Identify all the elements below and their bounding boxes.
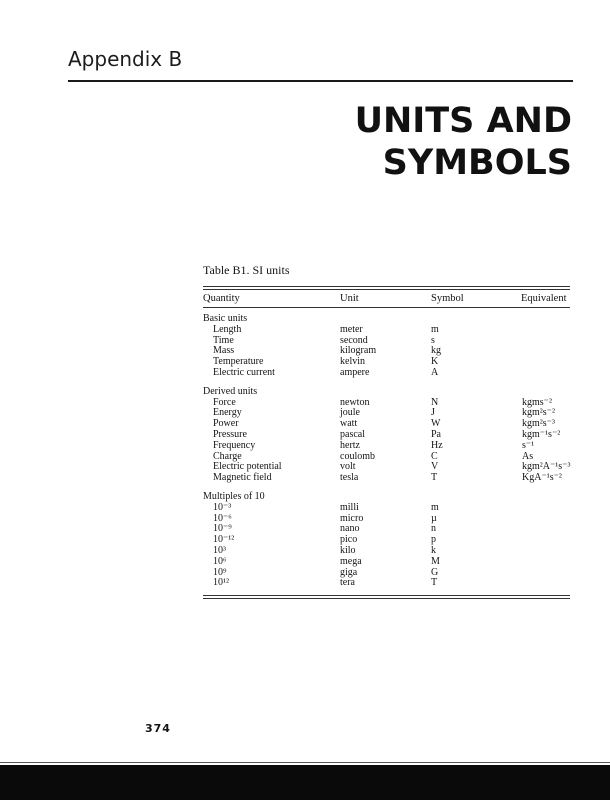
table-row [203, 503, 570, 514]
table-cell-symbol: T [431, 472, 438, 484]
table-cell-symbol: kg [431, 345, 441, 357]
table-row [203, 568, 570, 579]
table-group-title: Basic units [203, 313, 248, 324]
table-cell-symbol: T [431, 577, 438, 589]
table-header-row [203, 290, 570, 307]
column-header-quantity: Quantity [203, 293, 240, 304]
table-cell-quantity: Mass [213, 345, 235, 357]
table-cell-quantity: Electric current [213, 366, 275, 378]
table-cell-equivalent: kgm²s⁻³ [522, 418, 555, 430]
table-row [203, 473, 570, 484]
table-cell-quantity: Time [213, 334, 234, 346]
table-row [203, 325, 570, 336]
table-body [203, 314, 570, 589]
table-cell-equivalent: As [522, 450, 534, 462]
table-cell-unit: meter [340, 323, 363, 335]
table-cell-unit: mega [340, 555, 362, 567]
table-cell-symbol: N [431, 396, 439, 408]
table-cell-unit: second [340, 334, 368, 346]
table-cell-unit: volt [340, 461, 356, 473]
table-cell-symbol: Pa [431, 428, 441, 440]
table-bottom-rule [203, 595, 570, 599]
table-cell-quantity: Magnetic field [213, 472, 272, 484]
table-cell-unit: watt [340, 418, 358, 430]
table-row [203, 430, 570, 441]
table-row [203, 524, 570, 535]
appendix-label: Appendix B [68, 47, 183, 71]
table-cell-quantity: 10⁶ [213, 555, 227, 567]
table-cell-unit: kelvin [340, 356, 365, 368]
table-cell-quantity: Pressure [213, 428, 247, 440]
page-number: 374 [145, 722, 171, 735]
table-cell-unit: newton [340, 396, 370, 408]
chapter-title-line2: SYMBOLS [382, 143, 572, 183]
table-cell-unit: tera [340, 577, 355, 589]
table-cell-symbol: p [431, 534, 436, 546]
table-caption: Table B1. SI units [203, 263, 290, 277]
table-cell-equivalent: kgm⁻¹s⁻² [522, 428, 561, 440]
header-rule [68, 80, 573, 82]
table-row [203, 419, 570, 430]
table-cell-unit: ampere [340, 366, 370, 378]
table-cell-unit: giga [340, 566, 358, 578]
table-cell-unit: nano [340, 523, 360, 535]
table-row [203, 336, 570, 347]
table-group-title: Derived units [203, 385, 258, 397]
table-cell-equivalent: kgm²s⁻² [522, 407, 555, 419]
table-cell-symbol: M [431, 555, 440, 567]
table-cell-unit: joule [340, 407, 360, 419]
chapter-title-line1: UNITS AND [354, 101, 572, 141]
table-cell-quantity: 10⁻⁶ [213, 512, 232, 524]
table-row [203, 514, 570, 525]
table-cell-equivalent: kgms⁻² [522, 396, 552, 408]
table-cell-quantity: Electric potential [213, 461, 282, 473]
table-row [203, 535, 570, 546]
table-cell-symbol: m [431, 323, 439, 335]
si-units-table [203, 286, 570, 599]
table-cell-quantity: 10³ [213, 544, 226, 556]
table-cell-quantity: Temperature [213, 356, 264, 368]
table-cell-quantity: 10⁹ [213, 566, 227, 578]
table-cell-quantity: 10⁻⁹ [213, 523, 232, 535]
table-cell-unit: pico [340, 534, 358, 546]
table-cell-unit: pascal [340, 428, 365, 440]
chapter-title [355, 100, 572, 184]
table-cell-symbol: m [431, 501, 439, 513]
table-cell-symbol: J [431, 407, 435, 419]
table-cell-quantity: Frequency [213, 439, 256, 451]
table-cell-symbol: W [431, 418, 441, 430]
table-cell-quantity: 10¹² [213, 577, 229, 589]
table-cell-symbol: G [431, 566, 439, 578]
column-header-symbol: Symbol [431, 293, 464, 304]
table-cell-symbol: C [431, 450, 438, 462]
table-cell-equivalent: KgA⁻¹s⁻² [522, 472, 562, 484]
table-cell-quantity: 10⁻³ [213, 501, 232, 513]
footer-scan-edge [0, 765, 610, 800]
table-row [203, 408, 570, 419]
table-group-title: Multiples of 10 [203, 490, 265, 502]
table-cell-symbol: µ [431, 512, 437, 524]
table-cell-unit: tesla [340, 472, 359, 484]
table-cell-quantity: Power [213, 418, 239, 430]
table-cell-symbol: A [431, 366, 439, 378]
table-cell-quantity: Charge [213, 450, 242, 462]
table-cell-quantity: 10⁻¹² [213, 534, 235, 546]
table-cell-quantity: Force [213, 396, 236, 408]
table-cell-symbol: V [431, 461, 439, 473]
table-cell-quantity: Length [213, 323, 242, 335]
table-cell-symbol: K [431, 356, 439, 368]
table-cell-unit: micro [340, 512, 364, 524]
table-row [203, 368, 570, 379]
footer-rule [0, 762, 610, 763]
table-cell-unit: kilogram [340, 345, 377, 357]
table-cell-symbol: n [431, 523, 436, 535]
column-header-unit: Unit [340, 293, 359, 304]
table-cell-equivalent: kgm²A⁻¹s⁻³ [522, 461, 571, 473]
table-row [203, 441, 570, 452]
table-row [203, 557, 570, 568]
table-row [203, 398, 570, 409]
table-cell-symbol: s [431, 334, 435, 346]
column-header-equivalent: Equivalent [521, 293, 567, 304]
table-cell-unit: kilo [340, 544, 356, 556]
table-cell-unit: milli [340, 501, 359, 513]
table-cell-quantity: Energy [213, 407, 242, 419]
table-cell-symbol: k [431, 544, 436, 556]
table-cell-equivalent: s⁻¹ [522, 439, 535, 451]
table-cell-unit: hertz [340, 439, 360, 451]
table-row [203, 578, 570, 589]
table-cell-unit: coulomb [340, 450, 375, 462]
table-row [203, 546, 570, 557]
table-cell-symbol: Hz [431, 439, 443, 451]
